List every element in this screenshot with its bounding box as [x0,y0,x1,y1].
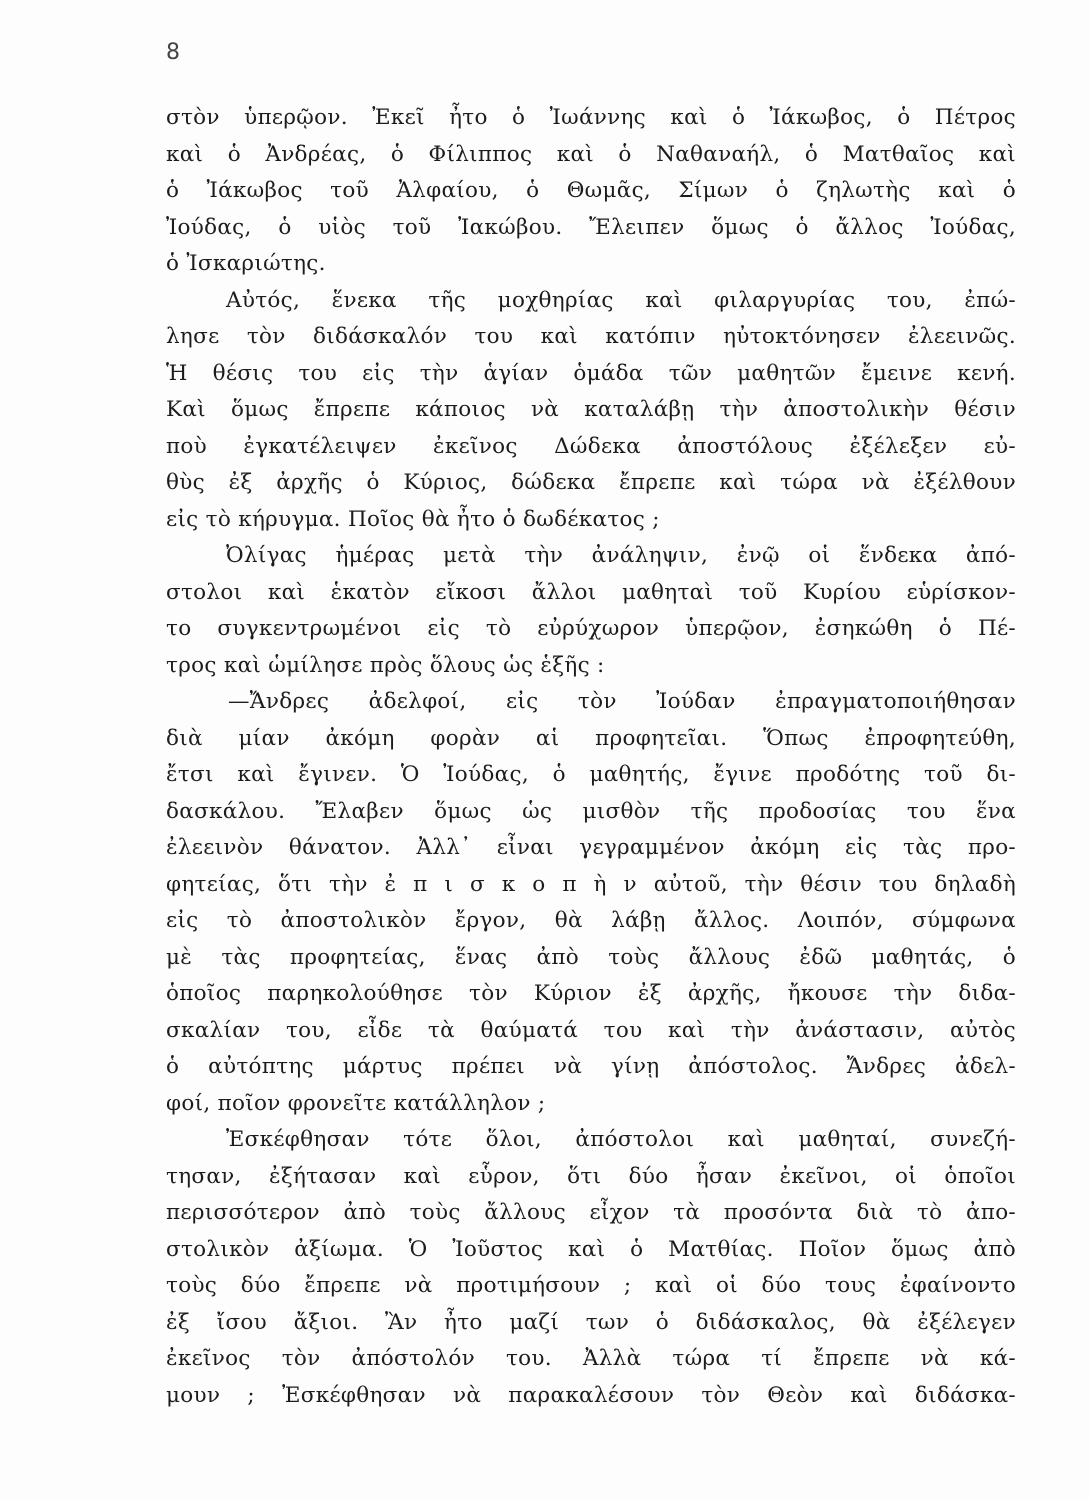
text-line: μουν ; Ἐσκέφθησαν νὰ παρακαλέσουν τὸν Θεὸν καὶ διδάσκα- [166,1382,1016,1408]
page-number: 8 [166,40,180,65]
text-line: Ἡ θέσις του εἰς τὴν ἁγίαν ὁμάδα τῶν μαθητῶν ἔμεινε κενή. [166,360,1016,386]
text-line: ἐλεεινὸν θάνατον. Ἀλλ᾿ εἶναι γεγραμμένον ἀκόμη εἰς τὰς προ- [166,835,1016,860]
text-line: Ἐσκέφθησαν τότε ὅλοι, ἀπόστολοι καὶ μαθηταί, συνεζή- [226,1127,1016,1152]
text-line: τρος καὶ ὡμίλησε πρὸς ὅλους ὡς ἑξῆς : [166,652,605,678]
text-line: θὺς ἐξ ἀρχῆς ὁ Κύριος, δώδεκα ἔπρεπε καὶ τώρα νὰ ἐξέλθουν [166,470,1016,495]
text-line: ἔτσι καὶ ἔγινεν. Ὁ Ἰούδας, ὁ μαθητής, ἔγινε προδότης τοῦ δι- [166,762,1016,787]
text-line: ποὺ ἐγκατέλειψεν ἐκεῖνος Δώδεκα ἀποστόλους ἐξέλεξεν εὐ- [166,433,1016,459]
text-line: τησαν, ἐξήτασαν καὶ εὗρον, ὅτι δύο ἦσαν ἐκεῖνοι, οἱ ὁποῖοι [166,1163,1016,1189]
text-line: περισσότερον ἀπὸ τοὺς ἄλλους εἶχον τὰ προσόντα διὰ τὸ ἀπο- [166,1200,1016,1225]
text-line: ὁ Ἰσκαριώτης. [166,251,326,276]
text-line: στὸν ὑπερῷον. Ἐκεῖ ἦτο ὁ Ἰωάννης καὶ ὁ Ἰάκωβος, ὁ Πέτρος [166,105,1016,130]
text-line: καὶ ὁ Ἀνδρέας, ὁ Φίλιππος καὶ ὁ Ναθαναήλ, ὁ Ματθαῖος καὶ [166,141,1016,167]
text-line: ὁ αὐτόπτης μάρτυς πρέπει νὰ γίνῃ ἀπόστολος. Ἄνδρες ἀδελ- [166,1054,1016,1079]
text-line: ὁποῖος παρηκολούθησε τὸν Κύριον ἐξ ἀρχῆς, ἤκουσε τὴν διδα- [166,981,1016,1006]
text-line: Ἰούδας, ὁ υἱὸς τοῦ Ἰακώβου. Ἔλειπεν ὅμως ὁ ἄλλος Ἰούδας, [166,214,1016,240]
text-line: εἰς τὸ ἀποστολικὸν ἔργον, θὰ λάβῃ ἄλλος. Λοιπόν, σύμφωνα [166,908,1016,933]
text-line: Αὐτός, ἕνεκα τῆς μοχθηρίας καὶ φιλαργυρίας του, ἐπώ- [226,287,1016,313]
text-line: ὁ Ἰάκωβος τοῦ Ἀλφαίου, ὁ Θωμᾶς, Σίμων ὁ ζηλωτὴς καὶ ὁ [166,178,1016,203]
text-line: φοί, ποῖον φρονεῖτε κατάλληλον ; [166,1090,546,1116]
text-line: ἐκεῖνος τὸν ἀπόστολόν του. Ἀλλὰ τώρα τί ἔπρεπε νὰ κά- [166,1346,1016,1371]
text-line: στολικὸν ἀξίωμα. Ὁ Ἰοῦστος καὶ ὁ Ματθίας. Ποῖον ὅμως ἀπὸ [166,1236,1016,1262]
text-line: το συγκεντρωμένοι εἰς τὸ εὐρύχωρον ὑπερῷον, ἐσηκώθη ὁ Πέ- [166,616,1016,641]
text-line: δασκάλου. Ἔλαβεν ὅμως ὡς μισθὸν τῆς προδοσίας του ἕνα [166,798,1016,824]
text-line: τοὺς δύο ἔπρεπε νὰ προτιμήσουν ; καὶ οἱ δύο τους ἐφαίνοντο [166,1273,1016,1298]
text-line: φητείας, ὅτι τὴν ἐ π ι σ κ ο π ὴ ν αὐτοῦ, τὴν θέσιν του δηλαδὴ [166,871,1016,897]
text-line: —Ἄνδρες ἀδελφοί, εἰς τὸν Ἰούδαν ἐπραγματοποιήθησαν [228,689,1016,714]
text-line: μὲ τὰς προφητείας, ἕνας ἀπὸ τοὺς ἄλλους ἐδῶ μαθητάς, ὁ [166,944,1016,970]
text-line: Καὶ ὅμως ἔπρεπε κάποιος νὰ καταλάβῃ τὴν ἀποστολικὴν θέσιν [166,397,1016,422]
text-line: διὰ μίαν ἀκόμη φορὰν αἱ προφητεῖαι. Ὅπως ἐπροφητεύθη, [166,725,1016,751]
body-text [166,100,1016,1414]
text-line: λησε τὸν διδάσκαλόν του καὶ κατόπιν ηὐτοκτόνησεν ἐλεεινῶς. [166,324,1016,349]
text-line: Ὀλίγας ἡμέρας μετὰ τὴν ἀνάληψιν, ἐνῷ οἱ ἕνδεκα ἀπό- [226,543,1016,568]
text-line: εἰς τὸ κήρυγμα. Ποῖος θὰ ἦτο ὁ δωδέκατος ; [166,506,660,532]
text-line: σκαλίαν του, εἶδε τὰ θαύματά του καὶ τὴν ἀνάστασιν, αὐτὸς [166,1017,1016,1043]
text-line: ἐξ ἴσου ἄξιοι. Ἂν ἦτο μαζί των ὁ διδάσκαλος, θὰ ἐξέλεγεν [166,1309,1016,1335]
text-line: στολοι καὶ ἑκατὸν εἴκοσι ἄλλοι μαθηταὶ τοῦ Κυρίου εὑρίσκον- [166,579,1016,605]
